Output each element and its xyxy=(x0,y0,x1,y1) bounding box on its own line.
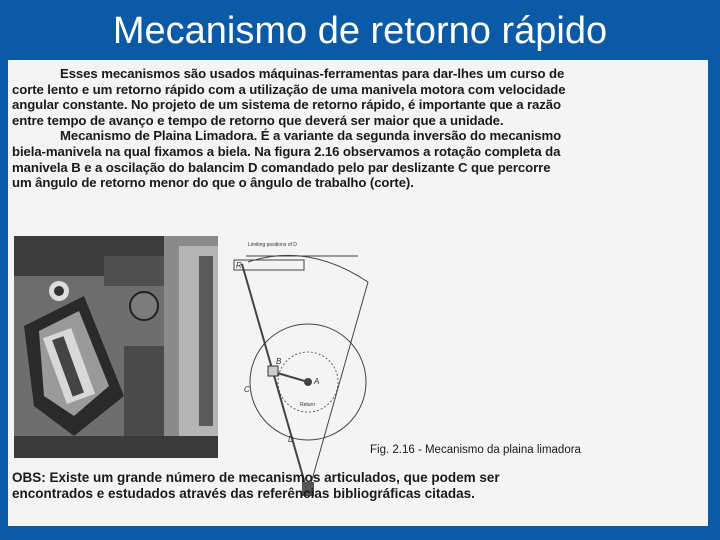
diagram-label-limiting: Limiting positions of D xyxy=(248,242,297,248)
body-line: manivela B e a oscilação do balancim D comandado pelo par deslizante C que percorre xyxy=(12,159,551,175)
body-line: corte lento e um retorno rápido com a utilização de uma manivela motora com velocidade xyxy=(12,81,566,97)
slide-title: Mecanismo de retorno rápido xyxy=(112,10,608,52)
diagram-label-return: Return xyxy=(300,402,316,408)
obs-line: encontrados e estudados através das referências bibliográficas citadas. xyxy=(12,486,475,501)
obs-note xyxy=(12,470,698,502)
scanned-page xyxy=(8,60,708,526)
body-line: um ângulo de retorno menor do que o ângulo de trabalho (corte). xyxy=(12,175,414,191)
bottom-bar xyxy=(0,526,720,540)
diagram-label-D: D xyxy=(288,435,294,444)
body-line: entre tempo de avanço e tempo de retorno que deverá ser maior que a unidade. xyxy=(12,112,504,128)
diagram-label-C: C xyxy=(244,385,250,394)
mechanism-diagram xyxy=(218,232,408,502)
body-paragraph xyxy=(12,66,698,191)
body-line: . É a variante da segunda inversão do mecanismo xyxy=(253,128,562,144)
obs-line: OBS: Existe um grande número de mecanismos articulados, que podem ser xyxy=(12,470,500,485)
section-heading: Mecanismo de Plaina Limadora xyxy=(60,128,254,144)
body-line: angular constante. No projeto de um sistema de retorno rápido, é importante que a razão xyxy=(12,97,561,113)
shaper-machine-photo xyxy=(14,236,236,458)
diagram-label-R: R xyxy=(236,261,242,270)
body-line: biela-manivela na qual fixamos a biela. Na figura 2.16 observamos a rotação completa da xyxy=(12,143,561,159)
body-line: Esses mecanismos são usados máquinas-ferramentas para dar-lhes um curso de xyxy=(60,66,565,81)
diagram-label-A: A xyxy=(314,377,320,386)
body-line-heading xyxy=(12,128,698,144)
diagram-label-B: B xyxy=(276,357,282,366)
figure-caption: Fig. 2.16 - Mecanismo da plaina limadora xyxy=(370,444,581,456)
